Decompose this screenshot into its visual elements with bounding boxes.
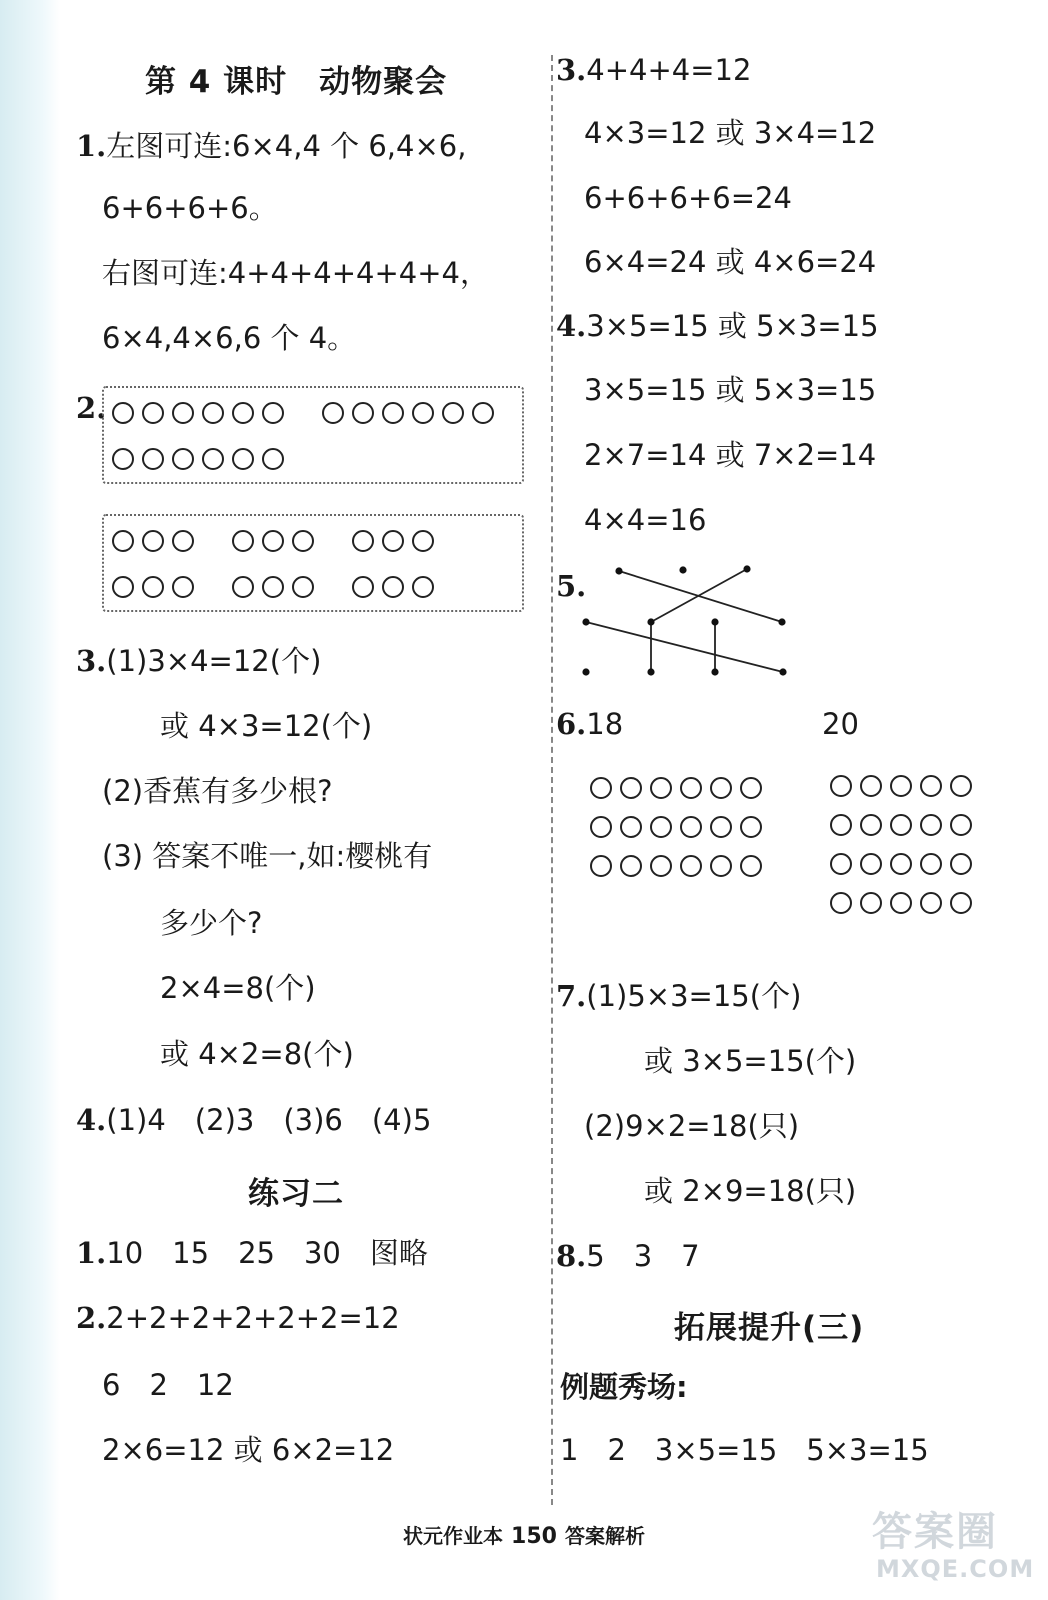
circle — [232, 402, 254, 424]
circle — [680, 777, 702, 799]
r-q8-number: 8. — [556, 1239, 587, 1273]
circle — [472, 402, 494, 424]
q6-grid2-row3 — [830, 853, 980, 875]
r-q7-line1 — [556, 978, 801, 1014]
q2-circle-box-2 — [102, 514, 524, 612]
q3-line2: 或 4×3=12(个) — [160, 709, 373, 743]
circle — [620, 816, 642, 838]
s2q1-number: 1. — [76, 1236, 107, 1270]
circle — [112, 530, 134, 552]
r-q3-number: 3. — [556, 53, 587, 87]
circle — [860, 814, 882, 836]
circle — [950, 775, 972, 797]
q3-text1: (1)3×4=12(个) — [106, 644, 322, 678]
circle — [590, 855, 612, 877]
r-q4-line2: 3×5=15 或 5×3=15 — [584, 373, 877, 407]
circle — [710, 855, 732, 877]
circle — [620, 855, 642, 877]
connect-line — [619, 571, 782, 622]
circle — [890, 775, 912, 797]
r-q3-line4: 6×4=24 或 4×6=24 — [584, 245, 877, 279]
dot — [779, 668, 786, 675]
r-q7-text1: (1)5×3=15(个) — [586, 979, 802, 1013]
circle — [830, 853, 852, 875]
q4-line — [76, 1102, 431, 1138]
r-q6-answer-b: 20 — [822, 707, 859, 741]
circle — [442, 402, 464, 424]
dot — [582, 668, 589, 675]
q2-number: 2. — [76, 391, 107, 425]
q2-box1-row1 — [112, 402, 502, 424]
q1-line3: 右图可连:4+4+4+4+4+4， — [102, 256, 489, 290]
q3-line1 — [76, 643, 321, 679]
circle — [890, 892, 912, 914]
dot — [582, 618, 589, 625]
section-title-practice-2: 练习二 — [248, 1176, 344, 1212]
r-q6-line — [556, 706, 623, 742]
q3-number: 3. — [76, 644, 107, 678]
r-q6-answer-a: 18 — [586, 707, 624, 741]
circle — [710, 777, 732, 799]
r-q7-number: 7. — [556, 979, 587, 1013]
r-q4-text1: 3×5=15 或 5×3=15 — [586, 309, 879, 343]
circle — [620, 777, 642, 799]
r-q4-line4: 4×4=16 — [584, 503, 707, 537]
s2q1-line — [76, 1235, 428, 1271]
circle — [142, 576, 164, 598]
q2-box2-row1 — [112, 530, 442, 552]
circle — [920, 853, 942, 875]
circle — [650, 855, 672, 877]
circle — [112, 576, 134, 598]
circle — [232, 530, 254, 552]
dot — [711, 668, 718, 675]
dot — [647, 668, 654, 675]
dot — [778, 618, 785, 625]
example-answer-line: 1 2 3×5=15 5×3=15 — [560, 1433, 929, 1467]
r-q8-text: 5 3 7 — [586, 1239, 700, 1273]
circle — [680, 855, 702, 877]
s2q2-line2: 6 2 12 — [102, 1368, 234, 1402]
circle — [262, 576, 284, 598]
dot — [711, 618, 718, 625]
q1-line4: 6×4,4×6,6 个 4。 — [102, 321, 357, 355]
dot — [743, 565, 750, 572]
s2q2-line3: 2×6=12 或 6×2=12 — [102, 1433, 395, 1467]
footer-book-title: 状元作业本 — [403, 1524, 504, 1548]
circle — [232, 448, 254, 470]
r-q4-line3: 2×7=14 或 7×2=14 — [584, 438, 877, 472]
circle — [590, 816, 612, 838]
circle — [112, 448, 134, 470]
circle — [172, 530, 194, 552]
circle — [710, 816, 732, 838]
circle — [382, 402, 404, 424]
q6-grid1-row1 — [590, 777, 770, 799]
circle — [352, 530, 374, 552]
dot — [615, 567, 622, 574]
circle — [680, 816, 702, 838]
q3-line5: 多少个? — [160, 906, 263, 940]
circle — [112, 402, 134, 424]
circle — [292, 530, 314, 552]
circle — [860, 892, 882, 914]
q3-line4: (3) 答案不唯一,如:樱桃有 — [102, 839, 433, 873]
circle — [950, 814, 972, 836]
r-q7-line2: 或 3×5=15(个) — [644, 1044, 857, 1078]
r-q7-line4: 或 2×9=18(只) — [644, 1174, 857, 1208]
q1-text1: 左图可连:6×4,4 个 6,4×6, — [106, 129, 467, 163]
r-q7-line3: (2)9×2=18(只) — [584, 1109, 800, 1143]
page-number: 150 — [511, 1524, 557, 1549]
circle — [890, 814, 912, 836]
circle — [352, 402, 374, 424]
q1-number: 1. — [76, 129, 107, 163]
circle — [172, 402, 194, 424]
watermark-text: 答案圈 — [872, 1509, 998, 1555]
circle — [590, 777, 612, 799]
circle — [650, 777, 672, 799]
column-divider — [551, 55, 553, 1505]
dot — [647, 618, 654, 625]
circle — [262, 402, 284, 424]
lesson-title: 第 4 课时 动物聚会 — [145, 64, 448, 100]
connect-line — [586, 622, 783, 672]
example-label: 例题秀场: — [560, 1370, 688, 1404]
connect-line — [651, 569, 747, 622]
watermark-logo — [862, 1500, 1034, 1595]
circle — [830, 814, 852, 836]
circle — [830, 892, 852, 914]
circle — [920, 775, 942, 797]
circle — [740, 777, 762, 799]
s2q2-text1: 2+2+2+2+2+2=12 — [106, 1301, 400, 1335]
q2-box2-row2 — [112, 576, 442, 598]
q3-line6: 2×4=8(个) — [160, 971, 316, 1005]
circle — [920, 814, 942, 836]
circle — [860, 775, 882, 797]
circle — [142, 448, 164, 470]
circle — [172, 448, 194, 470]
circle — [322, 402, 344, 424]
circle — [860, 853, 882, 875]
circle — [412, 530, 434, 552]
circle — [172, 576, 194, 598]
dot — [679, 566, 686, 573]
circle — [890, 853, 912, 875]
q2-circle-box-1 — [102, 386, 524, 484]
circle — [920, 892, 942, 914]
circle — [412, 576, 434, 598]
r-q4-number: 4. — [556, 309, 587, 343]
watermark-url: MXQE.COM — [876, 1555, 1035, 1583]
r-q3-line2: 4×3=12 或 3×4=12 — [584, 116, 877, 150]
q4-number: 4. — [76, 1103, 107, 1137]
circle — [202, 402, 224, 424]
circle — [292, 576, 314, 598]
circle — [950, 853, 972, 875]
r-q6-number: 6. — [556, 707, 587, 741]
q2-box1-row2 — [112, 448, 292, 470]
circle — [740, 816, 762, 838]
q6-grid2-row2 — [830, 814, 980, 836]
q5-dot-line-diagram — [575, 560, 795, 685]
q6-grid2-row1 — [830, 775, 980, 797]
r-q5-number: 5. — [556, 569, 587, 603]
r-q8-line — [556, 1238, 700, 1274]
circle — [830, 775, 852, 797]
section-title-extension-3: 拓展提升(三) — [674, 1310, 865, 1346]
q4-text: (1)4 (2)3 (3)6 (4)5 — [106, 1103, 432, 1137]
circle — [262, 530, 284, 552]
s2q2-number: 2. — [76, 1301, 107, 1335]
q6-grid1-row3 — [590, 855, 770, 877]
s2q2-line1 — [76, 1300, 400, 1336]
circle — [142, 530, 164, 552]
r-q3-text1: 4+4+4=12 — [586, 53, 752, 87]
q3-line3: (2)香蕉有多少根? — [102, 774, 333, 808]
circle — [650, 816, 672, 838]
circle — [352, 576, 374, 598]
circle — [382, 576, 404, 598]
s2q1-text: 10 15 25 30 图略 — [106, 1236, 428, 1270]
r-q3-line1 — [556, 52, 751, 88]
circle — [262, 448, 284, 470]
q1-line2: 6+6+6+6。 — [102, 191, 278, 225]
footer-section: 答案解析 — [564, 1524, 645, 1548]
q6-grid1-row2 — [590, 816, 770, 838]
r-q4-line1 — [556, 308, 879, 344]
circle — [950, 892, 972, 914]
q3-line7: 或 4×2=8(个) — [160, 1037, 354, 1071]
circle — [202, 448, 224, 470]
circle — [142, 402, 164, 424]
circle — [382, 530, 404, 552]
r-q3-line3: 6+6+6+6=24 — [584, 181, 792, 215]
q6-grid2-row4 — [830, 892, 980, 914]
circle — [232, 576, 254, 598]
circle — [412, 402, 434, 424]
circle — [740, 855, 762, 877]
q1-line1 — [76, 128, 466, 164]
